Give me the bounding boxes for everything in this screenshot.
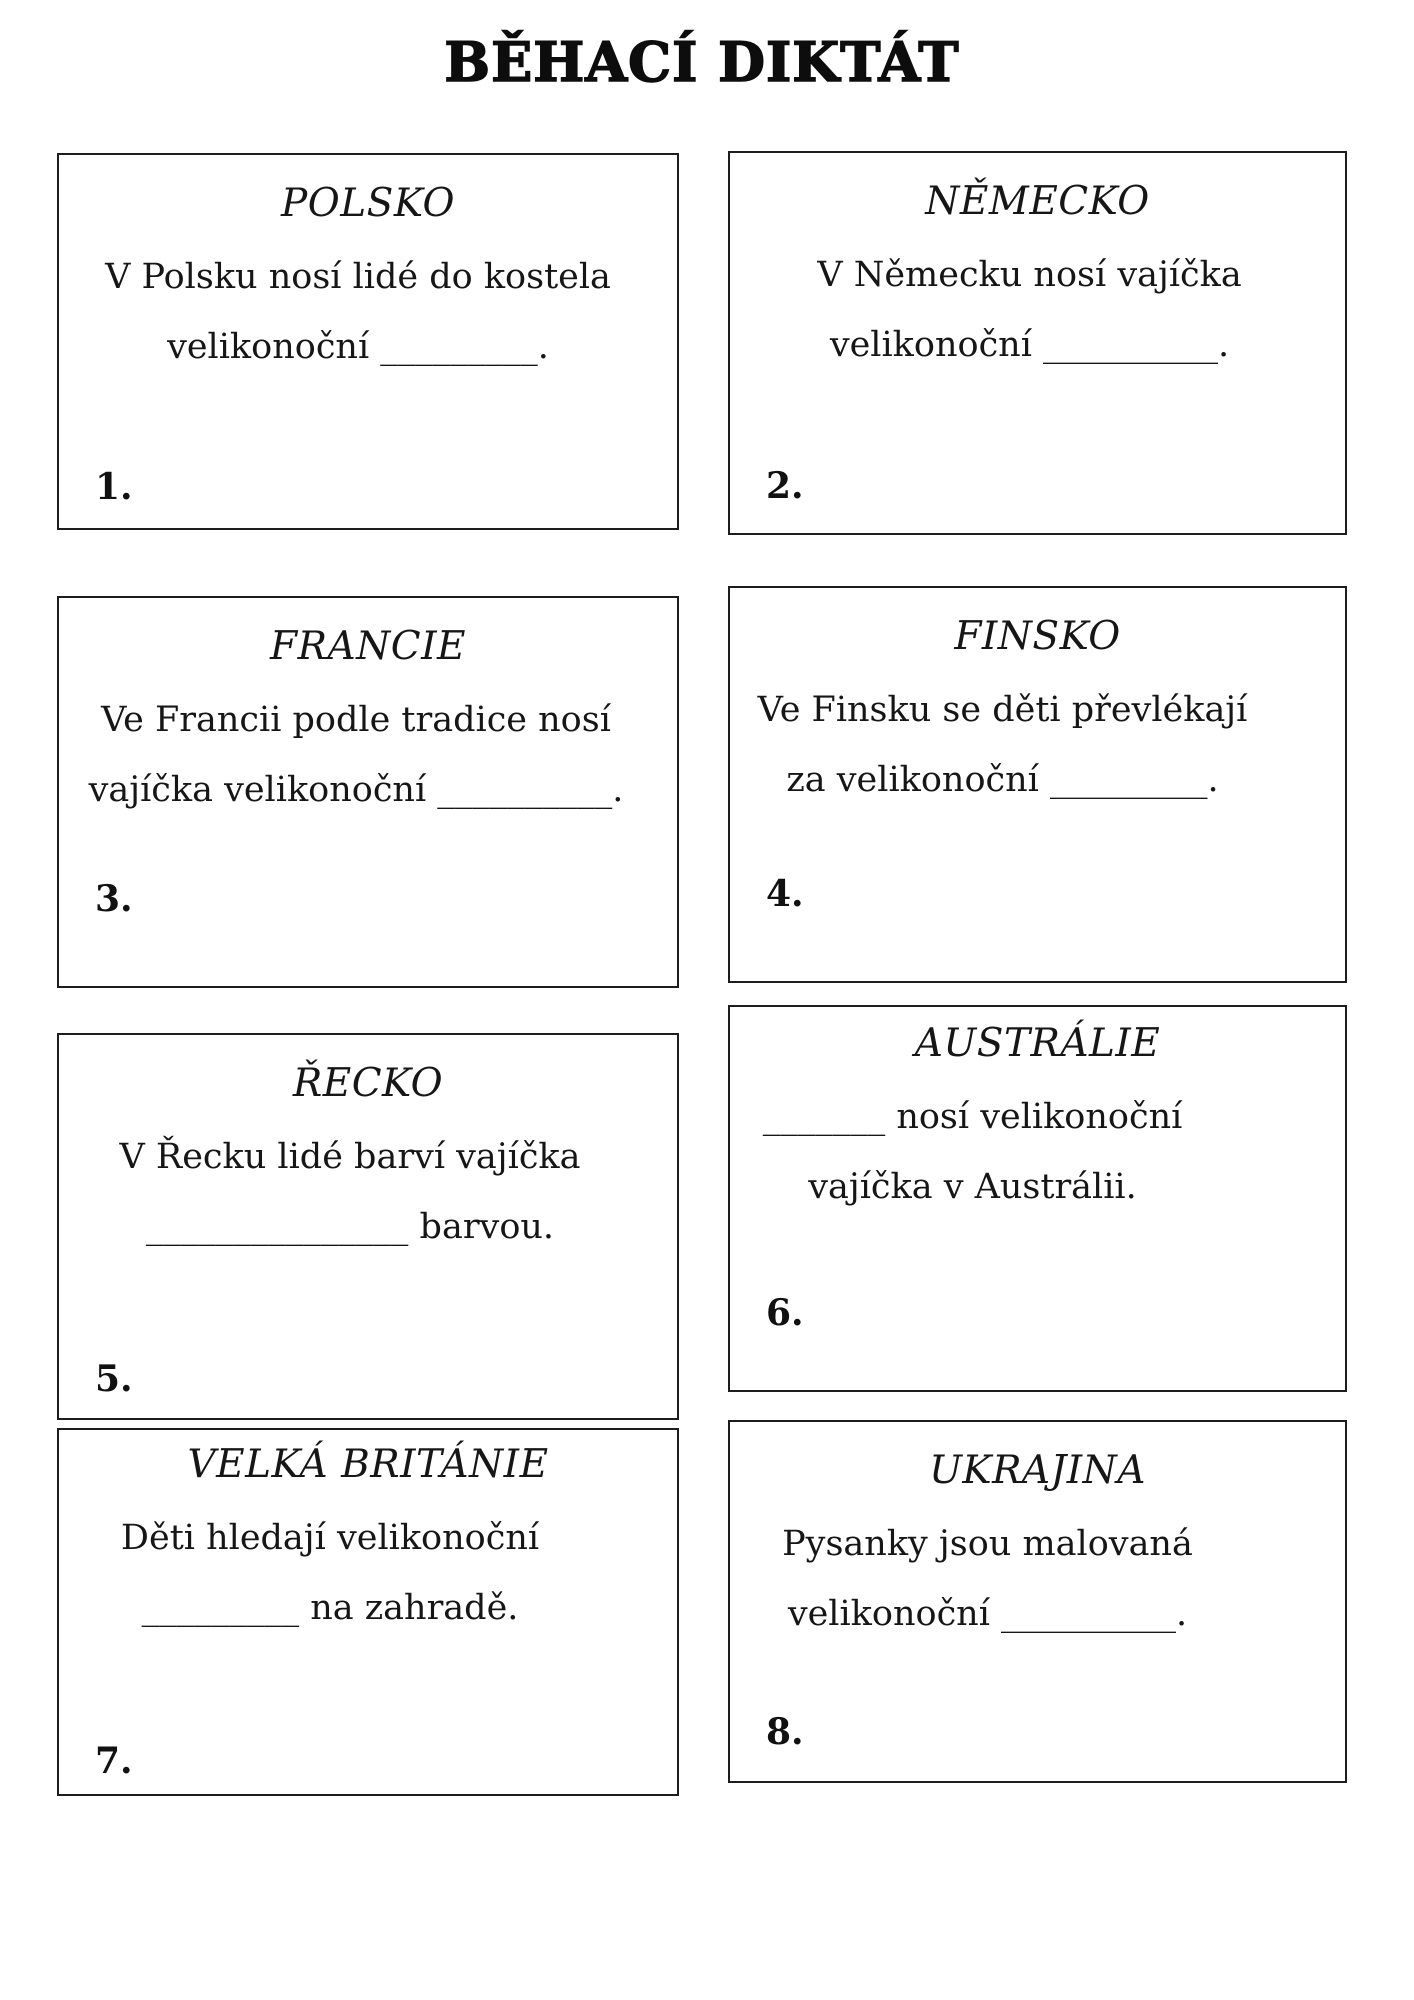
sentence-line-2: _________ na zahradě.: [141, 1588, 519, 1628]
country-title: VELKÁ BRITÁNIE: [187, 1442, 549, 1487]
sentence-line-2: vajíčka v Austrálii.: [808, 1167, 1137, 1207]
country-title: UKRAJINA: [929, 1448, 1146, 1493]
country-title: FRANCIE: [270, 624, 466, 669]
sentence-line-2: _______________ barvou.: [145, 1207, 555, 1247]
country-title: ŘECKO: [292, 1061, 444, 1106]
sentence-line-1: Děti hledají velikonoční: [120, 1518, 540, 1558]
country-title: AUSTRÁLIE: [914, 1021, 1161, 1066]
sentence: [695, 675, 1310, 815]
sentence: [680, 1509, 1295, 1649]
sentence-line-2: velikonoční _________.: [167, 327, 549, 367]
sentence: [665, 1082, 1280, 1222]
card-finsko: [728, 586, 1347, 983]
sentence-line-2: za velikonoční _________.: [786, 760, 1219, 800]
sentence-line-1: Pysanky jsou malovaná: [782, 1524, 1193, 1564]
sentence: [49, 242, 667, 382]
card-velka-britanie: [57, 1428, 679, 1796]
card-number: 3.: [95, 878, 133, 920]
sentence: [47, 685, 665, 825]
card-number: 6.: [766, 1292, 804, 1334]
card-francie: [57, 596, 679, 988]
worksheet-title: BĚHACÍ DIKTÁT: [444, 30, 960, 94]
card-number: 8.: [766, 1711, 804, 1753]
country-title: FINSKO: [954, 614, 1121, 659]
sentence: [21, 1503, 639, 1643]
sentence-line-2: velikonoční __________.: [787, 1594, 1188, 1634]
sentence-line-1: Ve Francii podle tradice nosí: [101, 700, 611, 740]
sentence-line-1: _______ nosí velikonoční: [762, 1097, 1183, 1137]
card-polsko: [57, 153, 679, 530]
sentence-line-1: Ve Finsku se děti převlékají: [757, 690, 1248, 730]
card-number: 4.: [766, 873, 804, 915]
card-nemecko: [728, 151, 1347, 535]
sentence: [722, 240, 1337, 380]
sentence-line-1: V Řecku lidé barví vajíčka: [119, 1137, 581, 1177]
card-ukrajina: [728, 1420, 1347, 1783]
card-recko: [57, 1033, 679, 1420]
card-australie: [728, 1005, 1347, 1392]
card-number: 7.: [95, 1740, 133, 1782]
country-title: NĚMECKO: [925, 179, 1150, 224]
sentence-line-2: velikonoční __________.: [829, 325, 1230, 365]
country-title: POLSKO: [281, 181, 455, 226]
card-number: 1.: [95, 466, 133, 508]
sentence-line-1: V Německu nosí vajíčka: [817, 255, 1242, 295]
sentence-line-2: vajíčka velikonoční __________.: [88, 770, 624, 810]
sentence: [41, 1122, 659, 1262]
card-number: 5.: [95, 1358, 133, 1400]
sentence-line-1: V Polsku nosí lidé do kostela: [105, 257, 611, 297]
card-number: 2.: [766, 465, 804, 507]
